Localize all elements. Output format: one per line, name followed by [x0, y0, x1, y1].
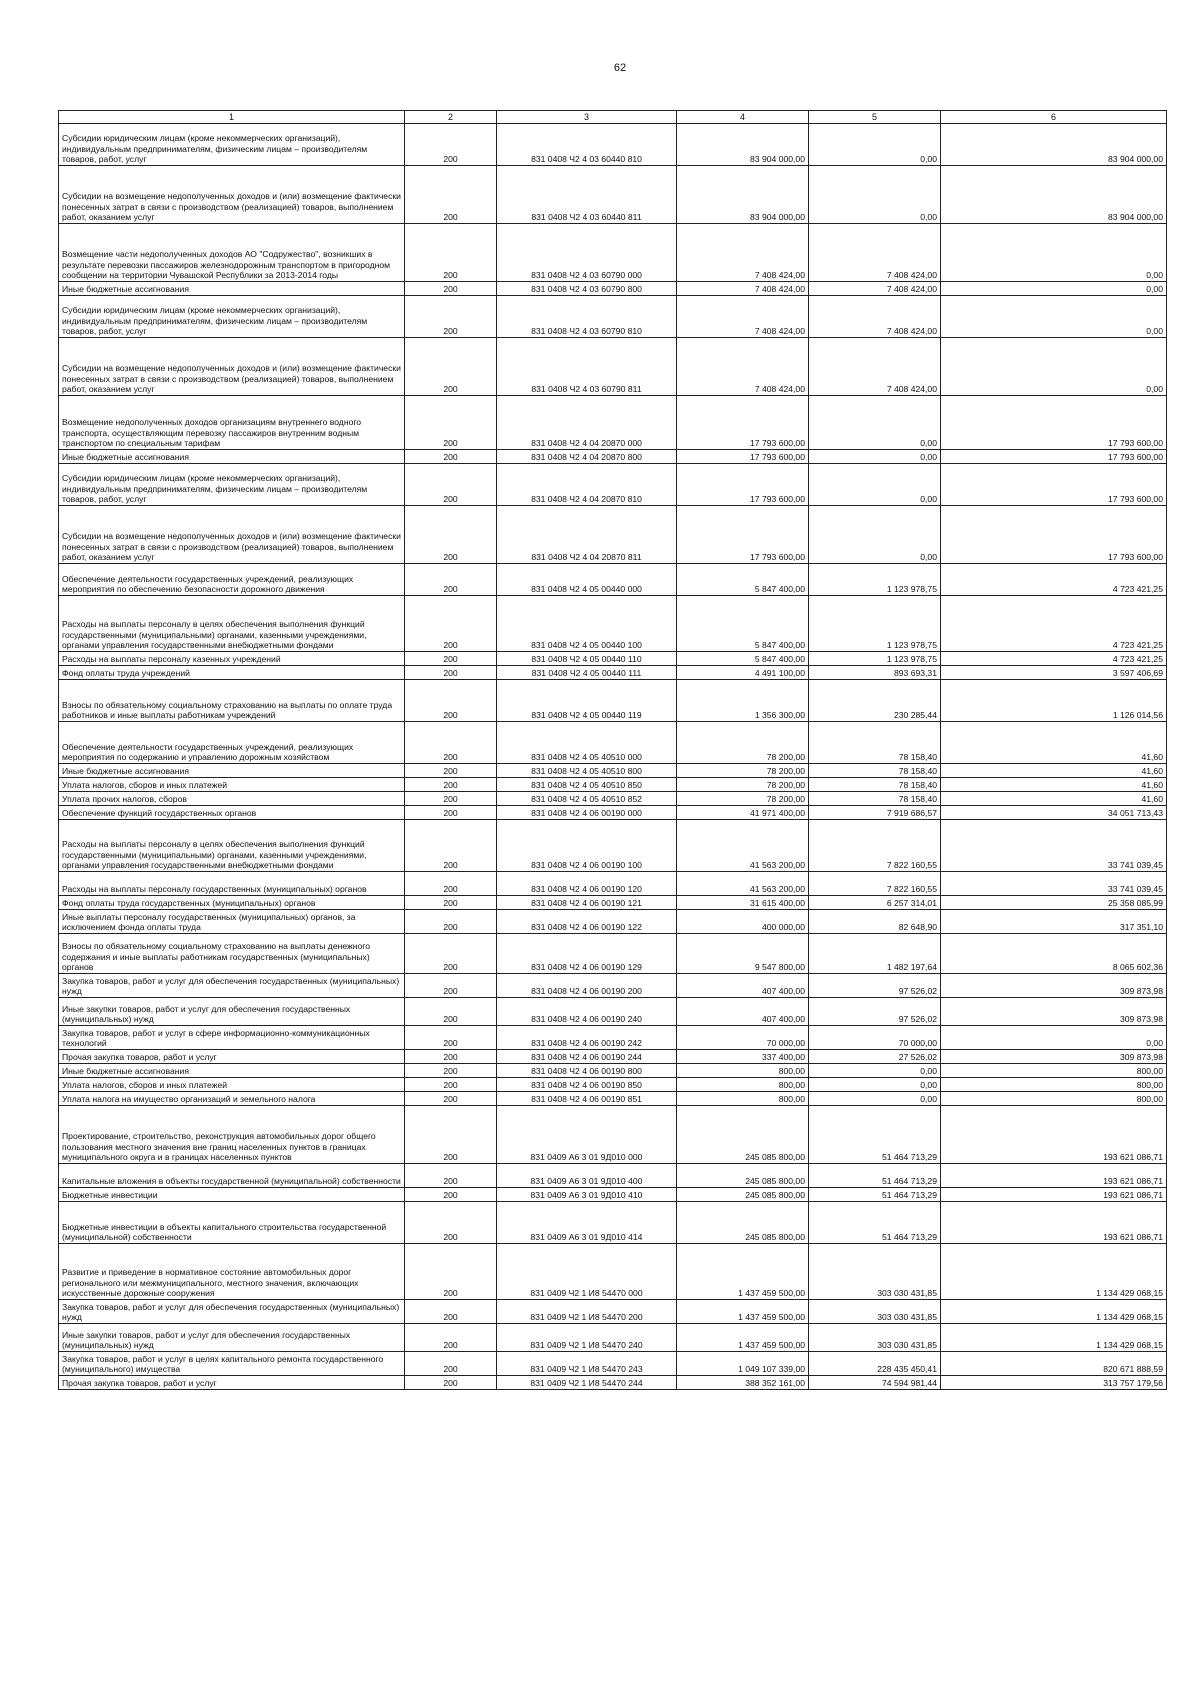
row-executed-cell: 78 158,40 [809, 792, 941, 806]
table-row [59, 764, 1167, 778]
row-approved-cell: 78 200,00 [677, 722, 809, 764]
row-name-cell: Прочая закупка товаров, работ и услуг [59, 1050, 405, 1064]
row-name-cell: Бюджетные инвестиции [59, 1188, 405, 1202]
row-code-cell: 200 [405, 1078, 497, 1092]
row-executed-cell: 78 158,40 [809, 778, 941, 792]
row-executed-cell: 0,00 [809, 506, 941, 564]
column-number: 2 [405, 111, 497, 124]
row-code-cell: 200 [405, 338, 497, 396]
row-code-cell: 200 [405, 124, 497, 166]
row-name-cell: Капитальные вложения в объекты государственной (муниципальной) собственности [59, 1164, 405, 1188]
table-row [59, 338, 1167, 396]
row-executed-cell: 303 030 431,85 [809, 1324, 941, 1352]
row-approved-cell: 1 437 459 500,00 [677, 1324, 809, 1352]
row-code-cell: 200 [405, 1188, 497, 1202]
row-name-cell: Взносы по обязательному социальному страхованию на выплаты по оплате труда работников и иные выплаты работникам учреждений [59, 680, 405, 722]
row-unexecuted-cell: 0,00 [941, 1026, 1167, 1050]
table-row [59, 166, 1167, 224]
row-executed-cell: 1 123 978,75 [809, 596, 941, 652]
row-code-cell: 200 [405, 396, 497, 450]
row-unexecuted-cell: 0,00 [941, 338, 1167, 396]
row-approved-cell: 400 000,00 [677, 910, 809, 934]
table-row [59, 1376, 1167, 1390]
row-code-cell: 200 [405, 896, 497, 910]
row-unexecuted-cell: 800,00 [941, 1064, 1167, 1078]
table-row [59, 820, 1167, 872]
row-unexecuted-cell: 1 126 014,56 [941, 680, 1167, 722]
table-row [59, 1064, 1167, 1078]
row-approved-cell: 5 847 400,00 [677, 596, 809, 652]
row-classification-cell: 831 0408 Ч2 4 04 20870 811 [497, 506, 677, 564]
row-unexecuted-cell: 41,60 [941, 722, 1167, 764]
row-unexecuted-cell: 800,00 [941, 1092, 1167, 1106]
table-row [59, 652, 1167, 666]
row-classification-cell: 831 0408 Ч2 4 06 00190 850 [497, 1078, 677, 1092]
row-name-cell: Иные бюджетные ассигнования [59, 764, 405, 778]
table-row [59, 872, 1167, 896]
row-code-cell: 200 [405, 974, 497, 998]
row-executed-cell: 0,00 [809, 1064, 941, 1078]
row-unexecuted-cell: 317 351,10 [941, 910, 1167, 934]
row-code-cell: 200 [405, 1064, 497, 1078]
row-unexecuted-cell: 313 757 179,56 [941, 1376, 1167, 1390]
row-approved-cell: 78 200,00 [677, 792, 809, 806]
table-row [59, 1300, 1167, 1324]
row-classification-cell: 831 0409 А6 3 01 9Д010 410 [497, 1188, 677, 1202]
row-approved-cell: 41 563 200,00 [677, 820, 809, 872]
row-classification-cell: 831 0408 Ч2 4 05 00440 110 [497, 652, 677, 666]
row-unexecuted-cell: 309 873,98 [941, 1050, 1167, 1064]
row-approved-cell: 17 793 600,00 [677, 396, 809, 450]
table-row [59, 1026, 1167, 1050]
row-executed-cell: 7 408 424,00 [809, 296, 941, 338]
row-code-cell: 200 [405, 1376, 497, 1390]
row-unexecuted-cell: 193 621 086,71 [941, 1188, 1167, 1202]
row-name-cell: Субсидии юридическим лицам (кроме некоммерческих организаций), индивидуальным предпринимателям, физическим лицам – производителям товаров, работ, услуг [59, 464, 405, 506]
row-unexecuted-cell: 8 065 602,36 [941, 934, 1167, 974]
row-name-cell: Уплата прочих налогов, сборов [59, 792, 405, 806]
table-row [59, 778, 1167, 792]
column-number: 3 [497, 111, 677, 124]
table-row [59, 680, 1167, 722]
row-unexecuted-cell: 25 358 085,99 [941, 896, 1167, 910]
row-classification-cell: 831 0408 Ч2 4 05 40510 800 [497, 764, 677, 778]
row-code-cell: 200 [405, 1164, 497, 1188]
row-code-cell: 200 [405, 596, 497, 652]
budget-execution-table [58, 110, 1167, 1390]
row-code-cell: 200 [405, 820, 497, 872]
row-approved-cell: 70 000,00 [677, 1026, 809, 1050]
row-classification-cell: 831 0408 Ч2 4 04 20870 000 [497, 396, 677, 450]
row-name-cell: Субсидии юридическим лицам (кроме некоммерческих организаций), индивидуальным предпринимателям, физическим лицам – производителям товаров, работ, услуг [59, 124, 405, 166]
row-classification-cell: 831 0409 Ч2 1 И8 54470 243 [497, 1352, 677, 1376]
table-row [59, 934, 1167, 974]
row-executed-cell: 51 464 713,29 [809, 1164, 941, 1188]
row-approved-cell: 800,00 [677, 1092, 809, 1106]
row-approved-cell: 337 400,00 [677, 1050, 809, 1064]
row-classification-cell: 831 0408 Ч2 4 06 00190 120 [497, 872, 677, 896]
row-executed-cell: 82 648,90 [809, 910, 941, 934]
row-executed-cell: 1 123 978,75 [809, 564, 941, 596]
row-approved-cell: 1 437 459 500,00 [677, 1300, 809, 1324]
table-row [59, 1092, 1167, 1106]
row-classification-cell: 831 0408 Ч2 4 05 00440 100 [497, 596, 677, 652]
row-name-cell: Иные закупки товаров, работ и услуг для обеспечения государственных (муниципальных) нужд [59, 1324, 405, 1352]
row-code-cell: 200 [405, 778, 497, 792]
row-code-cell: 200 [405, 1026, 497, 1050]
row-name-cell: Иные бюджетные ассигнования [59, 450, 405, 464]
row-name-cell: Закупка товаров, работ и услуг в сфере информационно-коммуникационных технологий [59, 1026, 405, 1050]
row-classification-cell: 831 0409 А6 3 01 9Д010 400 [497, 1164, 677, 1188]
row-code-cell: 200 [405, 722, 497, 764]
row-executed-cell: 0,00 [809, 450, 941, 464]
row-classification-cell: 831 0408 Ч2 4 06 00190 000 [497, 806, 677, 820]
row-classification-cell: 831 0408 Ч2 4 06 00190 121 [497, 896, 677, 910]
table-row [59, 806, 1167, 820]
row-approved-cell: 7 408 424,00 [677, 296, 809, 338]
row-code-cell: 200 [405, 652, 497, 666]
row-unexecuted-cell: 17 793 600,00 [941, 450, 1167, 464]
row-unexecuted-cell: 0,00 [941, 224, 1167, 282]
row-classification-cell: 831 0409 Ч2 1 И8 54470 200 [497, 1300, 677, 1324]
table-row [59, 792, 1167, 806]
row-code-cell: 200 [405, 1050, 497, 1064]
row-classification-cell: 831 0408 Ч2 4 04 20870 800 [497, 450, 677, 464]
row-unexecuted-cell: 17 793 600,00 [941, 464, 1167, 506]
row-classification-cell: 831 0408 Ч2 4 06 00190 851 [497, 1092, 677, 1106]
row-unexecuted-cell: 1 134 429 068,15 [941, 1244, 1167, 1300]
table-row [59, 722, 1167, 764]
column-number: 4 [677, 111, 809, 124]
row-unexecuted-cell: 4 723 421,25 [941, 652, 1167, 666]
column-number-row [59, 111, 1167, 124]
row-unexecuted-cell: 820 671 888,59 [941, 1352, 1167, 1376]
table-row [59, 506, 1167, 564]
table-row [59, 1202, 1167, 1244]
row-code-cell: 200 [405, 224, 497, 282]
row-name-cell: Обеспечение деятельности государственных учреждений, реализующих мероприятия по обеспечению безопасности дорожного движения [59, 564, 405, 596]
row-executed-cell: 78 158,40 [809, 764, 941, 778]
row-code-cell: 200 [405, 792, 497, 806]
row-executed-cell: 6 257 314,01 [809, 896, 941, 910]
table-row [59, 296, 1167, 338]
row-executed-cell: 1 482 197,64 [809, 934, 941, 974]
row-executed-cell: 51 464 713,29 [809, 1106, 941, 1164]
row-code-cell: 200 [405, 806, 497, 820]
row-name-cell: Субсидии на возмещение недополученных доходов и (или) возмещение фактически понесенных затрат в связи с производством (реализацией) товаров, выполнением работ, оказанием услуг [59, 166, 405, 224]
row-unexecuted-cell: 800,00 [941, 1078, 1167, 1092]
row-unexecuted-cell: 4 723 421,25 [941, 596, 1167, 652]
row-executed-cell: 51 464 713,29 [809, 1202, 941, 1244]
row-code-cell: 200 [405, 934, 497, 974]
row-code-cell: 200 [405, 282, 497, 296]
table-row [59, 1324, 1167, 1352]
row-code-cell: 200 [405, 564, 497, 596]
row-unexecuted-cell: 83 904 000,00 [941, 166, 1167, 224]
table-row [59, 1188, 1167, 1202]
row-classification-cell: 831 0408 Ч2 4 04 20870 810 [497, 464, 677, 506]
table-row [59, 666, 1167, 680]
row-approved-cell: 31 615 400,00 [677, 896, 809, 910]
row-executed-cell: 78 158,40 [809, 722, 941, 764]
row-code-cell: 200 [405, 1106, 497, 1164]
row-approved-cell: 245 085 800,00 [677, 1202, 809, 1244]
row-classification-cell: 831 0409 Ч2 1 И8 54470 244 [497, 1376, 677, 1390]
row-classification-cell: 831 0408 Ч2 4 06 00190 244 [497, 1050, 677, 1064]
row-executed-cell: 97 526,02 [809, 998, 941, 1026]
row-approved-cell: 1 049 107 339,00 [677, 1352, 809, 1376]
row-name-cell: Иные бюджетные ассигнования [59, 282, 405, 296]
row-unexecuted-cell: 1 134 429 068,15 [941, 1300, 1167, 1324]
table-row [59, 1050, 1167, 1064]
row-executed-cell: 230 285,44 [809, 680, 941, 722]
row-unexecuted-cell: 0,00 [941, 282, 1167, 296]
row-classification-cell: 831 0408 Ч2 4 05 40510 850 [497, 778, 677, 792]
table-row [59, 1164, 1167, 1188]
row-executed-cell: 0,00 [809, 396, 941, 450]
row-code-cell: 200 [405, 764, 497, 778]
row-approved-cell: 388 352 161,00 [677, 1376, 809, 1390]
row-approved-cell: 7 408 424,00 [677, 338, 809, 396]
column-number: 1 [59, 111, 405, 124]
row-approved-cell: 17 793 600,00 [677, 506, 809, 564]
table-row [59, 564, 1167, 596]
row-code-cell: 200 [405, 464, 497, 506]
row-name-cell: Расходы на выплаты персоналу в целях обеспечения выполнения функций государственными (муниципальными) органами, казенными учреждениями, органами управления государственными внебюджетными фондами [59, 820, 405, 872]
table-row [59, 396, 1167, 450]
row-classification-cell: 831 0408 Ч2 4 06 00190 122 [497, 910, 677, 934]
row-classification-cell: 831 0408 Ч2 4 06 00190 800 [497, 1064, 677, 1078]
page-number: 62 [613, 62, 627, 74]
row-name-cell: Закупка товаров, работ и услуг для обеспечения государственных (муниципальных) нужд [59, 974, 405, 998]
row-unexecuted-cell: 193 621 086,71 [941, 1106, 1167, 1164]
row-name-cell: Фонд оплаты труда государственных (муниципальных) органов [59, 896, 405, 910]
row-classification-cell: 831 0408 Ч2 4 06 00190 100 [497, 820, 677, 872]
row-executed-cell: 74 594 981,44 [809, 1376, 941, 1390]
row-code-cell: 200 [405, 450, 497, 464]
row-approved-cell: 1 356 300,00 [677, 680, 809, 722]
row-unexecuted-cell: 0,00 [941, 296, 1167, 338]
table-row [59, 910, 1167, 934]
row-classification-cell: 831 0408 Ч2 4 03 60440 810 [497, 124, 677, 166]
row-classification-cell: 831 0409 Ч2 1 И8 54470 240 [497, 1324, 677, 1352]
row-name-cell: Субсидии на возмещение недополученных доходов и (или) возмещение фактически понесенных затрат в связи с производством (реализацией) товаров, выполнением работ, оказанием услуг [59, 338, 405, 396]
row-executed-cell: 97 526,02 [809, 974, 941, 998]
row-classification-cell: 831 0408 Ч2 4 03 60790 811 [497, 338, 677, 396]
row-name-cell: Взносы по обязательному социальному страхованию на выплаты денежного содержания и иные выплаты работникам государственных (муниципальных) органов [59, 934, 405, 974]
row-code-cell: 200 [405, 166, 497, 224]
row-name-cell: Субсидии на возмещение недополученных доходов и (или) возмещение фактически понесенных затрат в связи с производством (реализацией) товаров, выполнением работ, оказанием услуг [59, 506, 405, 564]
row-approved-cell: 9 547 800,00 [677, 934, 809, 974]
row-code-cell: 200 [405, 680, 497, 722]
row-approved-cell: 4 491 100,00 [677, 666, 809, 680]
row-unexecuted-cell: 309 873,98 [941, 974, 1167, 998]
row-name-cell: Обеспечение функций государственных органов [59, 806, 405, 820]
row-unexecuted-cell: 4 723 421,25 [941, 564, 1167, 596]
row-executed-cell: 303 030 431,85 [809, 1300, 941, 1324]
row-classification-cell: 831 0408 Ч2 4 03 60790 810 [497, 296, 677, 338]
row-unexecuted-cell: 17 793 600,00 [941, 506, 1167, 564]
row-name-cell: Уплата налогов, сборов и иных платежей [59, 1078, 405, 1092]
row-name-cell: Возмещение недополученных доходов организациям внутреннего водного транспорта, осуществляющим перевозку пассажиров внутренним водным транспортом по специальным тарифам [59, 396, 405, 450]
column-number: 6 [941, 111, 1167, 124]
row-approved-cell: 41 563 200,00 [677, 872, 809, 896]
row-name-cell: Уплата налога на имущество организаций и земельного налога [59, 1092, 405, 1106]
table-row [59, 596, 1167, 652]
row-name-cell: Возмещение части недополученных доходов АО "Содружество", возникших в результате перевозки пассажиров железнодорожным транспортом в пригородном сообщении на территории Чувашской Республики за 2013-2014 годы [59, 224, 405, 282]
row-code-cell: 200 [405, 296, 497, 338]
row-approved-cell: 407 400,00 [677, 974, 809, 998]
row-unexecuted-cell: 193 621 086,71 [941, 1202, 1167, 1244]
row-code-cell: 200 [405, 1092, 497, 1106]
row-unexecuted-cell: 3 597 406,69 [941, 666, 1167, 680]
row-executed-cell: 7 408 424,00 [809, 338, 941, 396]
row-name-cell: Фонд оплаты труда учреждений [59, 666, 405, 680]
table-row [59, 1352, 1167, 1376]
row-executed-cell: 7 822 160,55 [809, 820, 941, 872]
table-row [59, 1106, 1167, 1164]
row-unexecuted-cell: 17 793 600,00 [941, 396, 1167, 450]
row-executed-cell: 1 123 978,75 [809, 652, 941, 666]
row-approved-cell: 17 793 600,00 [677, 450, 809, 464]
row-classification-cell: 831 0408 Ч2 4 03 60440 811 [497, 166, 677, 224]
row-approved-cell: 83 904 000,00 [677, 166, 809, 224]
row-approved-cell: 800,00 [677, 1064, 809, 1078]
row-executed-cell: 0,00 [809, 124, 941, 166]
row-executed-cell: 7 408 424,00 [809, 282, 941, 296]
row-name-cell: Закупка товаров, работ и услуг для обеспечения государственных (муниципальных) нужд [59, 1300, 405, 1324]
table-row [59, 450, 1167, 464]
row-name-cell: Расходы на выплаты персоналу в целях обеспечения выполнения функций государственными (муниципальными) органами, казенными учреждениями, органами управления государственными внебюджетными фондами [59, 596, 405, 652]
row-name-cell: Иные закупки товаров, работ и услуг для обеспечения государственных (муниципальных) нужд [59, 998, 405, 1026]
row-classification-cell: 831 0408 Ч2 4 05 00440 000 [497, 564, 677, 596]
table-row [59, 124, 1167, 166]
row-name-cell: Уплата налогов, сборов и иных платежей [59, 778, 405, 792]
row-approved-cell: 800,00 [677, 1078, 809, 1092]
row-code-cell: 200 [405, 1202, 497, 1244]
row-executed-cell: 0,00 [809, 1078, 941, 1092]
row-unexecuted-cell: 193 621 086,71 [941, 1164, 1167, 1188]
row-executed-cell: 7 919 686,57 [809, 806, 941, 820]
table-row [59, 974, 1167, 998]
row-classification-cell: 831 0408 Ч2 4 03 60790 000 [497, 224, 677, 282]
row-executed-cell: 0,00 [809, 1092, 941, 1106]
row-classification-cell: 831 0408 Ч2 4 06 00190 240 [497, 998, 677, 1026]
row-executed-cell: 51 464 713,29 [809, 1188, 941, 1202]
row-unexecuted-cell: 33 741 039,45 [941, 872, 1167, 896]
row-code-cell: 200 [405, 872, 497, 896]
row-unexecuted-cell: 41,60 [941, 778, 1167, 792]
table-row [59, 998, 1167, 1026]
row-name-cell: Развитие и приведение в нормативное состояние автомобильных дорог регионального или межмуниципального, местного значения, включающих искусственные дорожные сооружения [59, 1244, 405, 1300]
row-approved-cell: 1 437 459 500,00 [677, 1244, 809, 1300]
row-approved-cell: 41 971 400,00 [677, 806, 809, 820]
row-classification-cell: 831 0409 А6 3 01 9Д010 414 [497, 1202, 677, 1244]
row-unexecuted-cell: 1 134 429 068,15 [941, 1324, 1167, 1352]
row-classification-cell: 831 0408 Ч2 4 05 40510 000 [497, 722, 677, 764]
row-unexecuted-cell: 33 741 039,45 [941, 820, 1167, 872]
row-executed-cell: 7 408 424,00 [809, 224, 941, 282]
table-row [59, 282, 1167, 296]
row-name-cell: Проектирование, строительство, реконструкция автомобильных дорог общего пользования местного значения вне границ населенных пунктов в границах муниципального округа и в границах населенных пунктов [59, 1106, 405, 1164]
row-approved-cell: 245 085 800,00 [677, 1106, 809, 1164]
row-name-cell: Расходы на выплаты персоналу казенных учреждений [59, 652, 405, 666]
table-row [59, 1244, 1167, 1300]
row-unexecuted-cell: 41,60 [941, 792, 1167, 806]
row-code-cell: 200 [405, 506, 497, 564]
row-approved-cell: 5 847 400,00 [677, 564, 809, 596]
row-executed-cell: 0,00 [809, 464, 941, 506]
row-approved-cell: 245 085 800,00 [677, 1188, 809, 1202]
row-approved-cell: 78 200,00 [677, 778, 809, 792]
table-row [59, 896, 1167, 910]
row-classification-cell: 831 0408 Ч2 4 06 00190 200 [497, 974, 677, 998]
row-approved-cell: 5 847 400,00 [677, 652, 809, 666]
row-classification-cell: 831 0409 А6 3 01 9Д010 000 [497, 1106, 677, 1164]
row-name-cell: Иные бюджетные ассигнования [59, 1064, 405, 1078]
row-name-cell: Бюджетные инвестиции в объекты капитального строительства государственной (муниципальной) собственности [59, 1202, 405, 1244]
row-classification-cell: 831 0409 Ч2 1 И8 54470 000 [497, 1244, 677, 1300]
row-unexecuted-cell: 309 873,98 [941, 998, 1167, 1026]
row-approved-cell: 83 904 000,00 [677, 124, 809, 166]
row-code-cell: 200 [405, 1300, 497, 1324]
row-code-cell: 200 [405, 666, 497, 680]
row-code-cell: 200 [405, 1244, 497, 1300]
row-executed-cell: 893 693,31 [809, 666, 941, 680]
row-code-cell: 200 [405, 998, 497, 1026]
row-name-cell: Обеспечение деятельности государственных учреждений, реализующих мероприятия по содержанию и управлению дорожным хозяйством [59, 722, 405, 764]
row-classification-cell: 831 0408 Ч2 4 06 00190 129 [497, 934, 677, 974]
row-classification-cell: 831 0408 Ч2 4 05 40510 852 [497, 792, 677, 806]
row-approved-cell: 7 408 424,00 [677, 224, 809, 282]
row-executed-cell: 7 822 160,55 [809, 872, 941, 896]
row-approved-cell: 78 200,00 [677, 764, 809, 778]
table-row [59, 1078, 1167, 1092]
row-approved-cell: 17 793 600,00 [677, 464, 809, 506]
row-approved-cell: 245 085 800,00 [677, 1164, 809, 1188]
row-unexecuted-cell: 83 904 000,00 [941, 124, 1167, 166]
row-name-cell: Иные выплаты персоналу государственных (муниципальных) органов, за исключением фонда оплаты труда [59, 910, 405, 934]
row-executed-cell: 27 526,02 [809, 1050, 941, 1064]
row-classification-cell: 831 0408 Ч2 4 05 00440 111 [497, 666, 677, 680]
row-classification-cell: 831 0408 Ч2 4 05 00440 119 [497, 680, 677, 722]
row-unexecuted-cell: 41,60 [941, 764, 1167, 778]
table-row [59, 464, 1167, 506]
row-code-cell: 200 [405, 1352, 497, 1376]
column-number: 5 [809, 111, 941, 124]
row-name-cell: Закупка товаров, работ и услуг в целях капитального ремонта государственного (муниципального) имущества [59, 1352, 405, 1376]
row-executed-cell: 0,00 [809, 166, 941, 224]
row-name-cell: Расходы на выплаты персоналу государственных (муниципальных) органов [59, 872, 405, 896]
row-code-cell: 200 [405, 910, 497, 934]
row-name-cell: Субсидии юридическим лицам (кроме некоммерческих организаций), индивидуальным предпринимателям, физическим лицам – производителям товаров, работ, услуг [59, 296, 405, 338]
row-classification-cell: 831 0408 Ч2 4 03 60790 800 [497, 282, 677, 296]
row-classification-cell: 831 0408 Ч2 4 06 00190 242 [497, 1026, 677, 1050]
row-code-cell: 200 [405, 1324, 497, 1352]
row-executed-cell: 228 435 450,41 [809, 1352, 941, 1376]
row-approved-cell: 7 408 424,00 [677, 282, 809, 296]
row-executed-cell: 303 030 431,85 [809, 1244, 941, 1300]
row-approved-cell: 407 400,00 [677, 998, 809, 1026]
row-executed-cell: 70 000,00 [809, 1026, 941, 1050]
row-unexecuted-cell: 34 051 713,43 [941, 806, 1167, 820]
table-row [59, 224, 1167, 282]
row-name-cell: Прочая закупка товаров, работ и услуг [59, 1376, 405, 1390]
